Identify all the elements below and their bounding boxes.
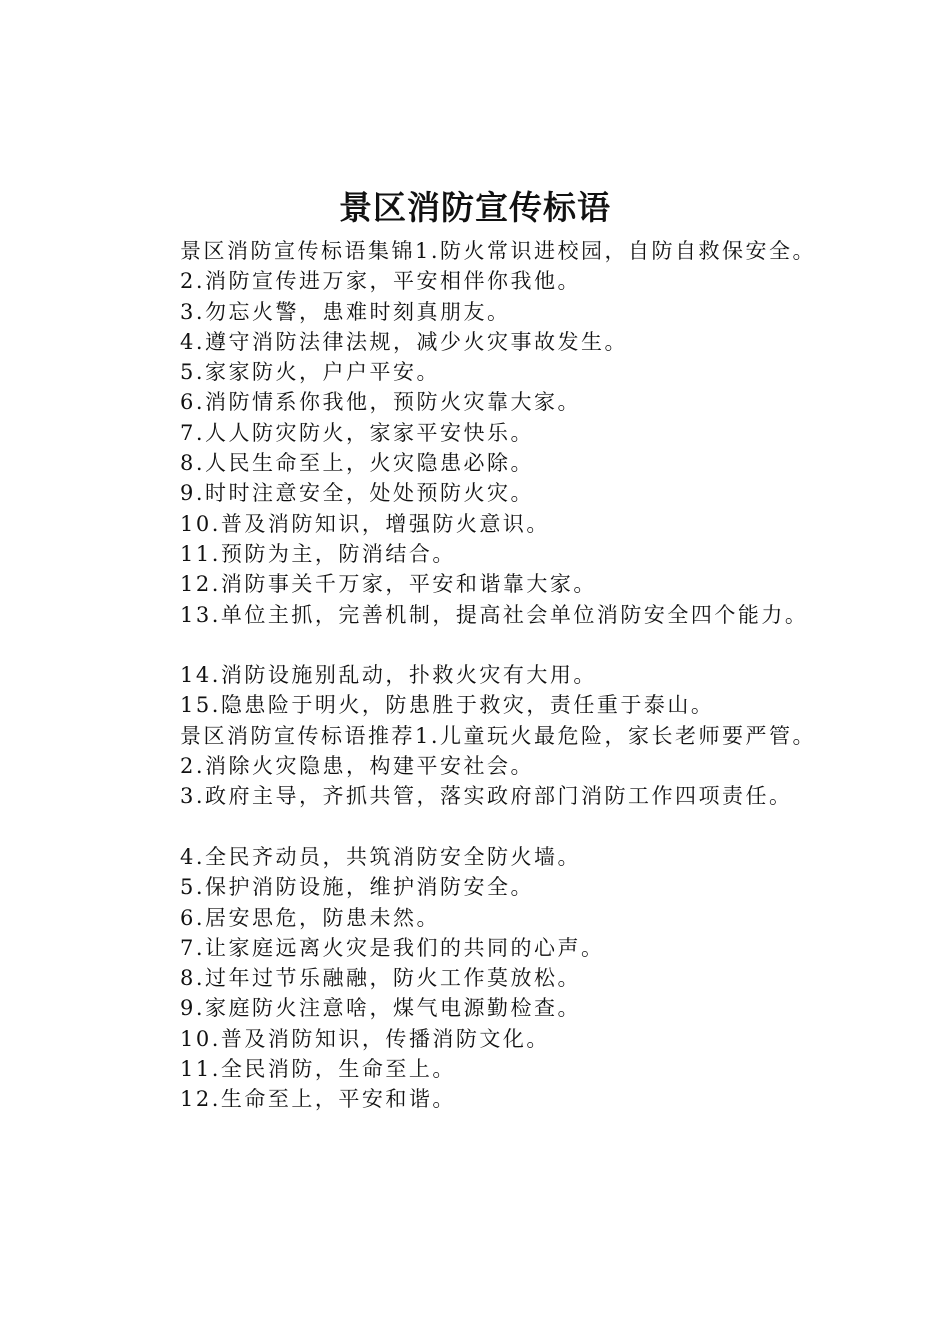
section1-list-cont (128, 660, 848, 721)
list-item: 7.让家庭远离火灾是我们的共同的心声。 (180, 935, 605, 960)
list-item: 15.隐患险于明火，防患胜于救灾，责任重于泰山。 (180, 693, 715, 718)
list-item: 8.过年过节乐融融，防火工作莫放松。 (180, 966, 582, 991)
blank-line (128, 812, 848, 842)
section1-intro: 景区消防宣传标语集锦1.防火常识进校园，自防自救保安全。 (180, 239, 817, 263)
list-item: 10.普及消防知识，增强防火意识。 (180, 511, 550, 536)
list-item: 11.预防为主，防消结合。 (180, 541, 456, 566)
section1-list (128, 266, 848, 630)
section2-intro: 景区消防宣传标语推荐1.儿童玩火最危险，家长老师要严管。 (180, 723, 817, 748)
list-item: 8.人民生命至上，火灾隐患必除。 (180, 451, 535, 476)
list-item: 5.保护消防设施，维护消防安全。 (180, 875, 535, 900)
list-item: 12.生命至上，平安和谐。 (180, 1087, 456, 1112)
list-item: 9.时时注意安全，处处预防火灾。 (180, 481, 535, 506)
list-item: 7.人人防灾防火，家家平安快乐。 (180, 420, 535, 445)
list-item: 14.消防设施别乱动，扑救火灾有大用。 (180, 663, 597, 688)
list-item: 5.家家防火，户户平安。 (180, 360, 441, 385)
list-item: 6.消防情系你我他，预防火灾靠大家。 (180, 390, 582, 415)
list-item: 4.遵守消防法律法规，减少火灾事故发生。 (180, 329, 629, 354)
list-item: 10.普及消防知识，传播消防文化。 (180, 1026, 550, 1051)
page-title: 景区消防宣传标语 (339, 188, 611, 227)
list-item: 13.单位主抓，完善机制，提高社会单位消防安全四个能力。 (180, 602, 809, 627)
list-item: 11.全民消防，生命至上。 (180, 1057, 456, 1082)
list-item: 3.勿忘火警，患难时刻真朋友。 (180, 299, 511, 324)
list-item: 3.政府主导，齐抓共管，落实政府部门消防工作四项责任。 (180, 784, 793, 809)
blank-line (128, 630, 848, 660)
list-item: 4.全民齐动员，共筑消防安全防火墙。 (180, 844, 582, 869)
list-item: 2.消除火灾隐患，构建平安社会。 (180, 754, 535, 779)
list-item: 6.居安思危，防患未然。 (180, 905, 441, 930)
list-item: 12.消防事关千万家，平安和谐靠大家。 (180, 572, 597, 597)
list-item: 2.消防宣传进万家，平安相伴你我他。 (180, 269, 582, 294)
list-item: 9.家庭防火注意啥，煤气电源勤检查。 (180, 996, 582, 1021)
document-body (128, 236, 848, 1115)
section2-list-cont (128, 842, 848, 1115)
section2-list (128, 751, 848, 812)
